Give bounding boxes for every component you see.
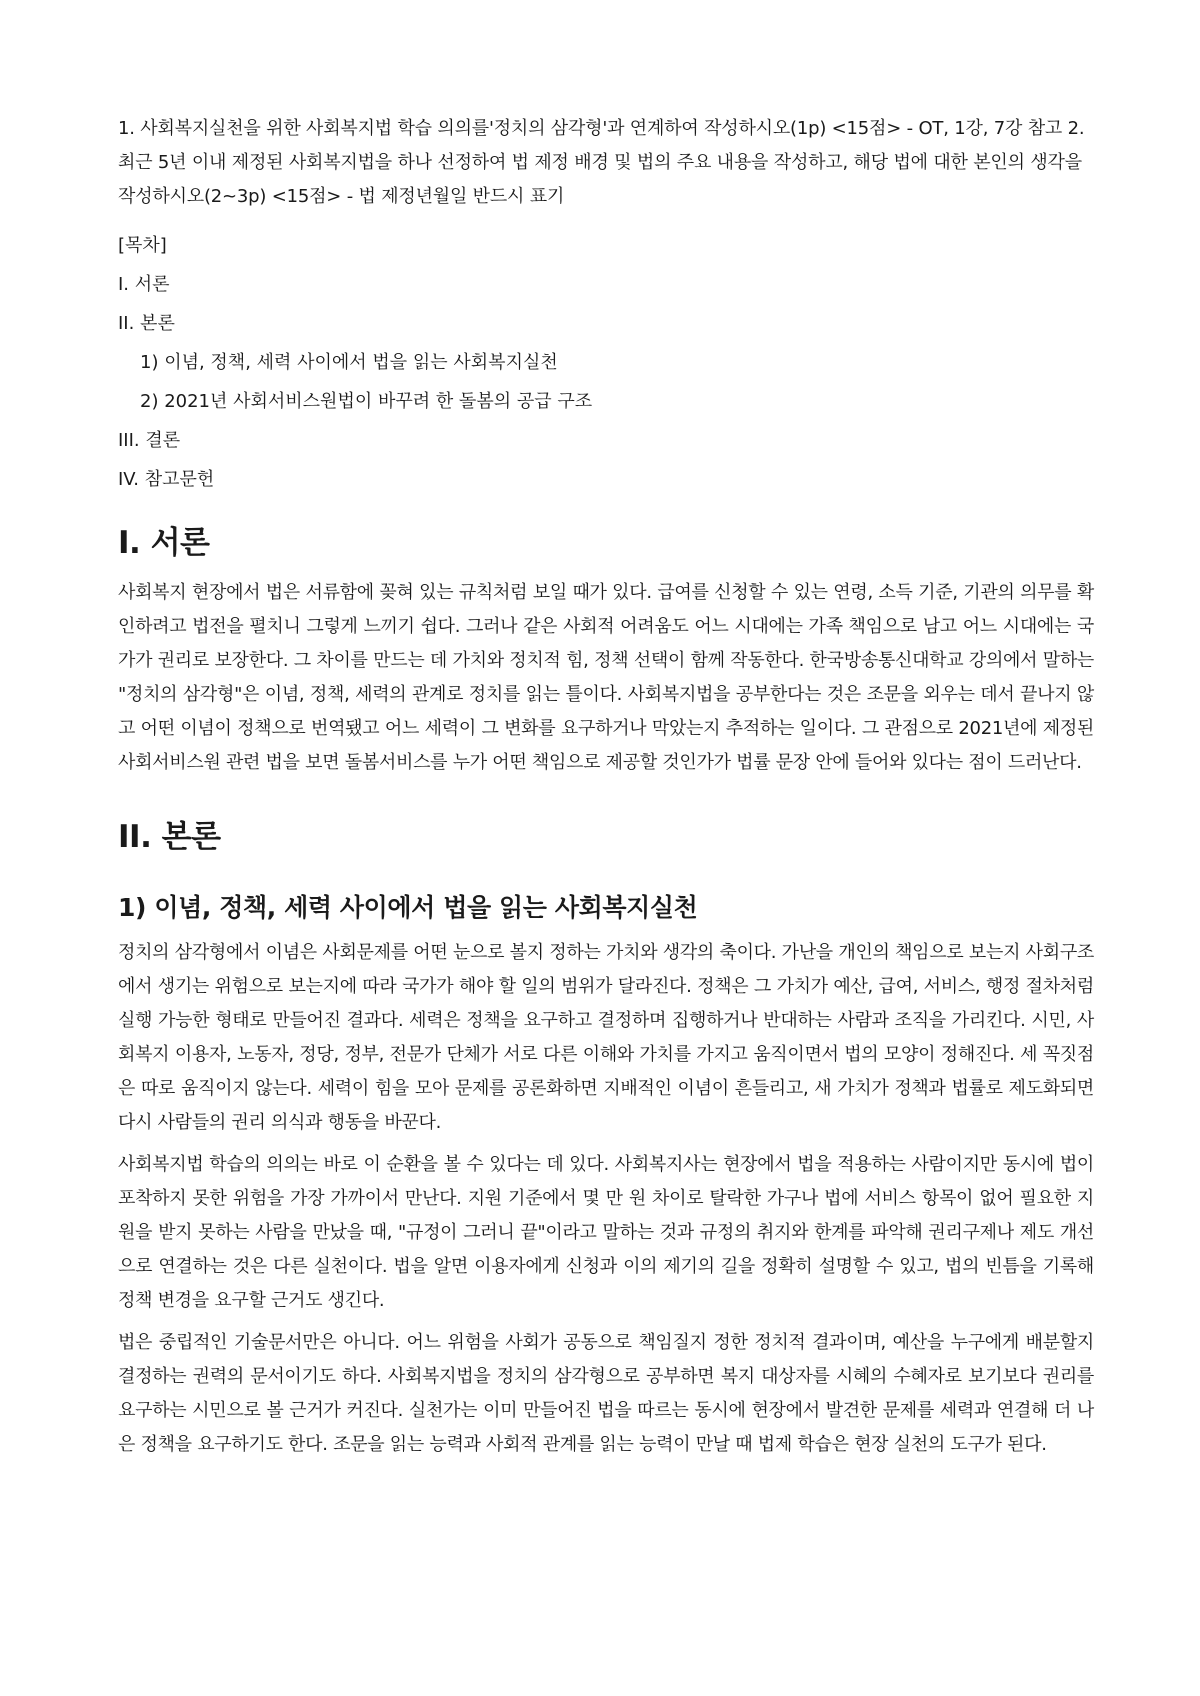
- toc-item-body-1: 1) 이념, 정책, 세력 사이에서 법을 읽는 사회복지실천: [140, 352, 558, 373]
- assignment-prompt: 1. 사회복지실천을 위한 사회복지법 학습 의의를'정치의 삼각형'과 연계하여 작성하시오(1p) <15점> - OT, 1강, 7강 참고 2. 최근 5년 이내 제정된 사회복지법을 하나 선정하여 법 제정 배경 및 법의 주요 내용을 작성하고, 해당 법에 대한 본인의 생각을 작성하시오(2~3p) <15점> - 법 제정년월일 반드시 표기: [118, 118, 1085, 207]
- section-heading-body: II. 본론: [118, 819, 221, 855]
- subsection-heading-1: 1) 이념, 정책, 세력 사이에서 법을 읽는 사회복지실천: [118, 893, 698, 922]
- introduction-paragraph: 사회복지 현장에서 법은 서류함에 꽂혀 있는 규칙처럼 보일 때가 있다. 급여를 신청할 수 있는 연령, 소득 기준, 기관의 의무를 확인하려고 법전을 펼치니 그렇게 느끼기 쉽다. 그러나 같은 사회적 어려움도 어느 시대에는 가족 책임으로 남고 어느 시대에는 국가가 권리로 보장한다. 그 차이를 만드는 데 가치와 정치적 힘, 정책 선택이 함께 작동한다. 한국방송통신대학교 강의에서 말하는 "정치의 삼각형"은 이념, 정책, 세력의 관계로 정치를 읽는 틀이다. 사회복지법을 공부한다는 것은 조문을 외우는 데서 끝나지 않고 어떤 이념이 정책으로 번역됐고 어느 세력이 그 변화를 요구하거나 막았는지 추적하는 일이다. 그 관점으로 2021년에 제정된 사회서비스원 관련 법을 보면 돌봄서비스를 누가 어떤 책임으로 제공할 것인가가 법률 문장 안에 들어와 있다는 점이 드러난다.: [118, 582, 1094, 773]
- section-heading-introduction: I. 서론: [118, 525, 210, 561]
- body-paragraph-2: 사회복지법 학습의 의의는 바로 이 순환을 볼 수 있다는 데 있다. 사회복지사는 현장에서 법을 적용하는 사람이지만 동시에 법이 포착하지 못한 위험을 가장 가까이서 만난다. 지원 기준에서 몇 만 원 차이로 탈락한 가구나 법에 서비스 항목이 없어 필요한 지원을 받지 못하는 사람을 만났을 때, "규정이 그러니 끝"이라고 말하는 것과 규정의 취지와 한계를 파악해 권리구제나 제도 개선으로 연결하는 것은 다른 실천이다. 법을 알면 이용자에게 신청과 이의 제기의 길을 정확히 설명할 수 있고, 법의 빈틈을 기록해 정책 변경을 요구할 근거도 생긴다.: [118, 1154, 1094, 1311]
- body-paragraph-3: 법은 중립적인 기술문서만은 아니다. 어느 위험을 사회가 공동으로 책임질지 정한 정치적 결과이며, 예산을 누구에게 배분할지 결정하는 권력의 문서이기도 하다. 사회복지법을 정치의 삼각형으로 공부하면 복지 대상자를 시혜의 수혜자로 보기보다 권리를 요구하는 시민으로 볼 근거가 커진다. 실천가는 이미 만들어진 법을 따르는 동시에 현장에서 발견한 문제를 세력과 연결해 더 나은 정책을 요구하기도 한다. 조문을 읽는 능력과 사회적 관계를 읽는 능력이 만날 때 법제 학습은 현장 실천의 도구가 된다.: [118, 1332, 1094, 1455]
- toc-list: [118, 260, 1094, 494]
- body-paragraph-1: 정치의 삼각형에서 이념은 사회문제를 어떤 눈으로 볼지 정하는 가치와 생각의 축이다. 가난을 개인의 책임으로 보는지 사회구조에서 생기는 위험으로 보는지에 따라 국가가 해야 할 일의 범위가 달라진다. 정책은 그 가치가 예산, 급여, 서비스, 행정 절차처럼 실행 가능한 형태로 만들어진 결과다. 세력은 정책을 요구하고 결정하며 집행하거나 반대하는 사람과 조직을 가리킨다. 시민, 사회복지 이용자, 노동자, 정당, 정부, 전문가 단체가 서로 다른 이해와 가치를 가지고 움직이면서 법의 모양이 정해진다. 세 꼭짓점은 따로 움직이지 않는다. 세력이 힘을 모아 문제를 공론화하면 지배적인 이념이 흔들리고, 새 가치가 정책과 법률로 제도화되면 다시 사람들의 권리 의식과 행동을 바꾼다.: [118, 942, 1094, 1133]
- table-of-contents: [118, 222, 1094, 494]
- toc-heading: [목차]: [118, 235, 167, 256]
- toc-item-introduction: I. 서론: [118, 274, 170, 295]
- toc-item-body-2: 2) 2021년 사회서비스원법이 바꾸려 한 돌봄의 공급 구조: [140, 391, 593, 412]
- toc-item-conclusion: III. 결론: [118, 430, 181, 451]
- toc-item-body: II. 본론: [118, 313, 175, 334]
- toc-item-references: IV. 참고문헌: [118, 469, 215, 490]
